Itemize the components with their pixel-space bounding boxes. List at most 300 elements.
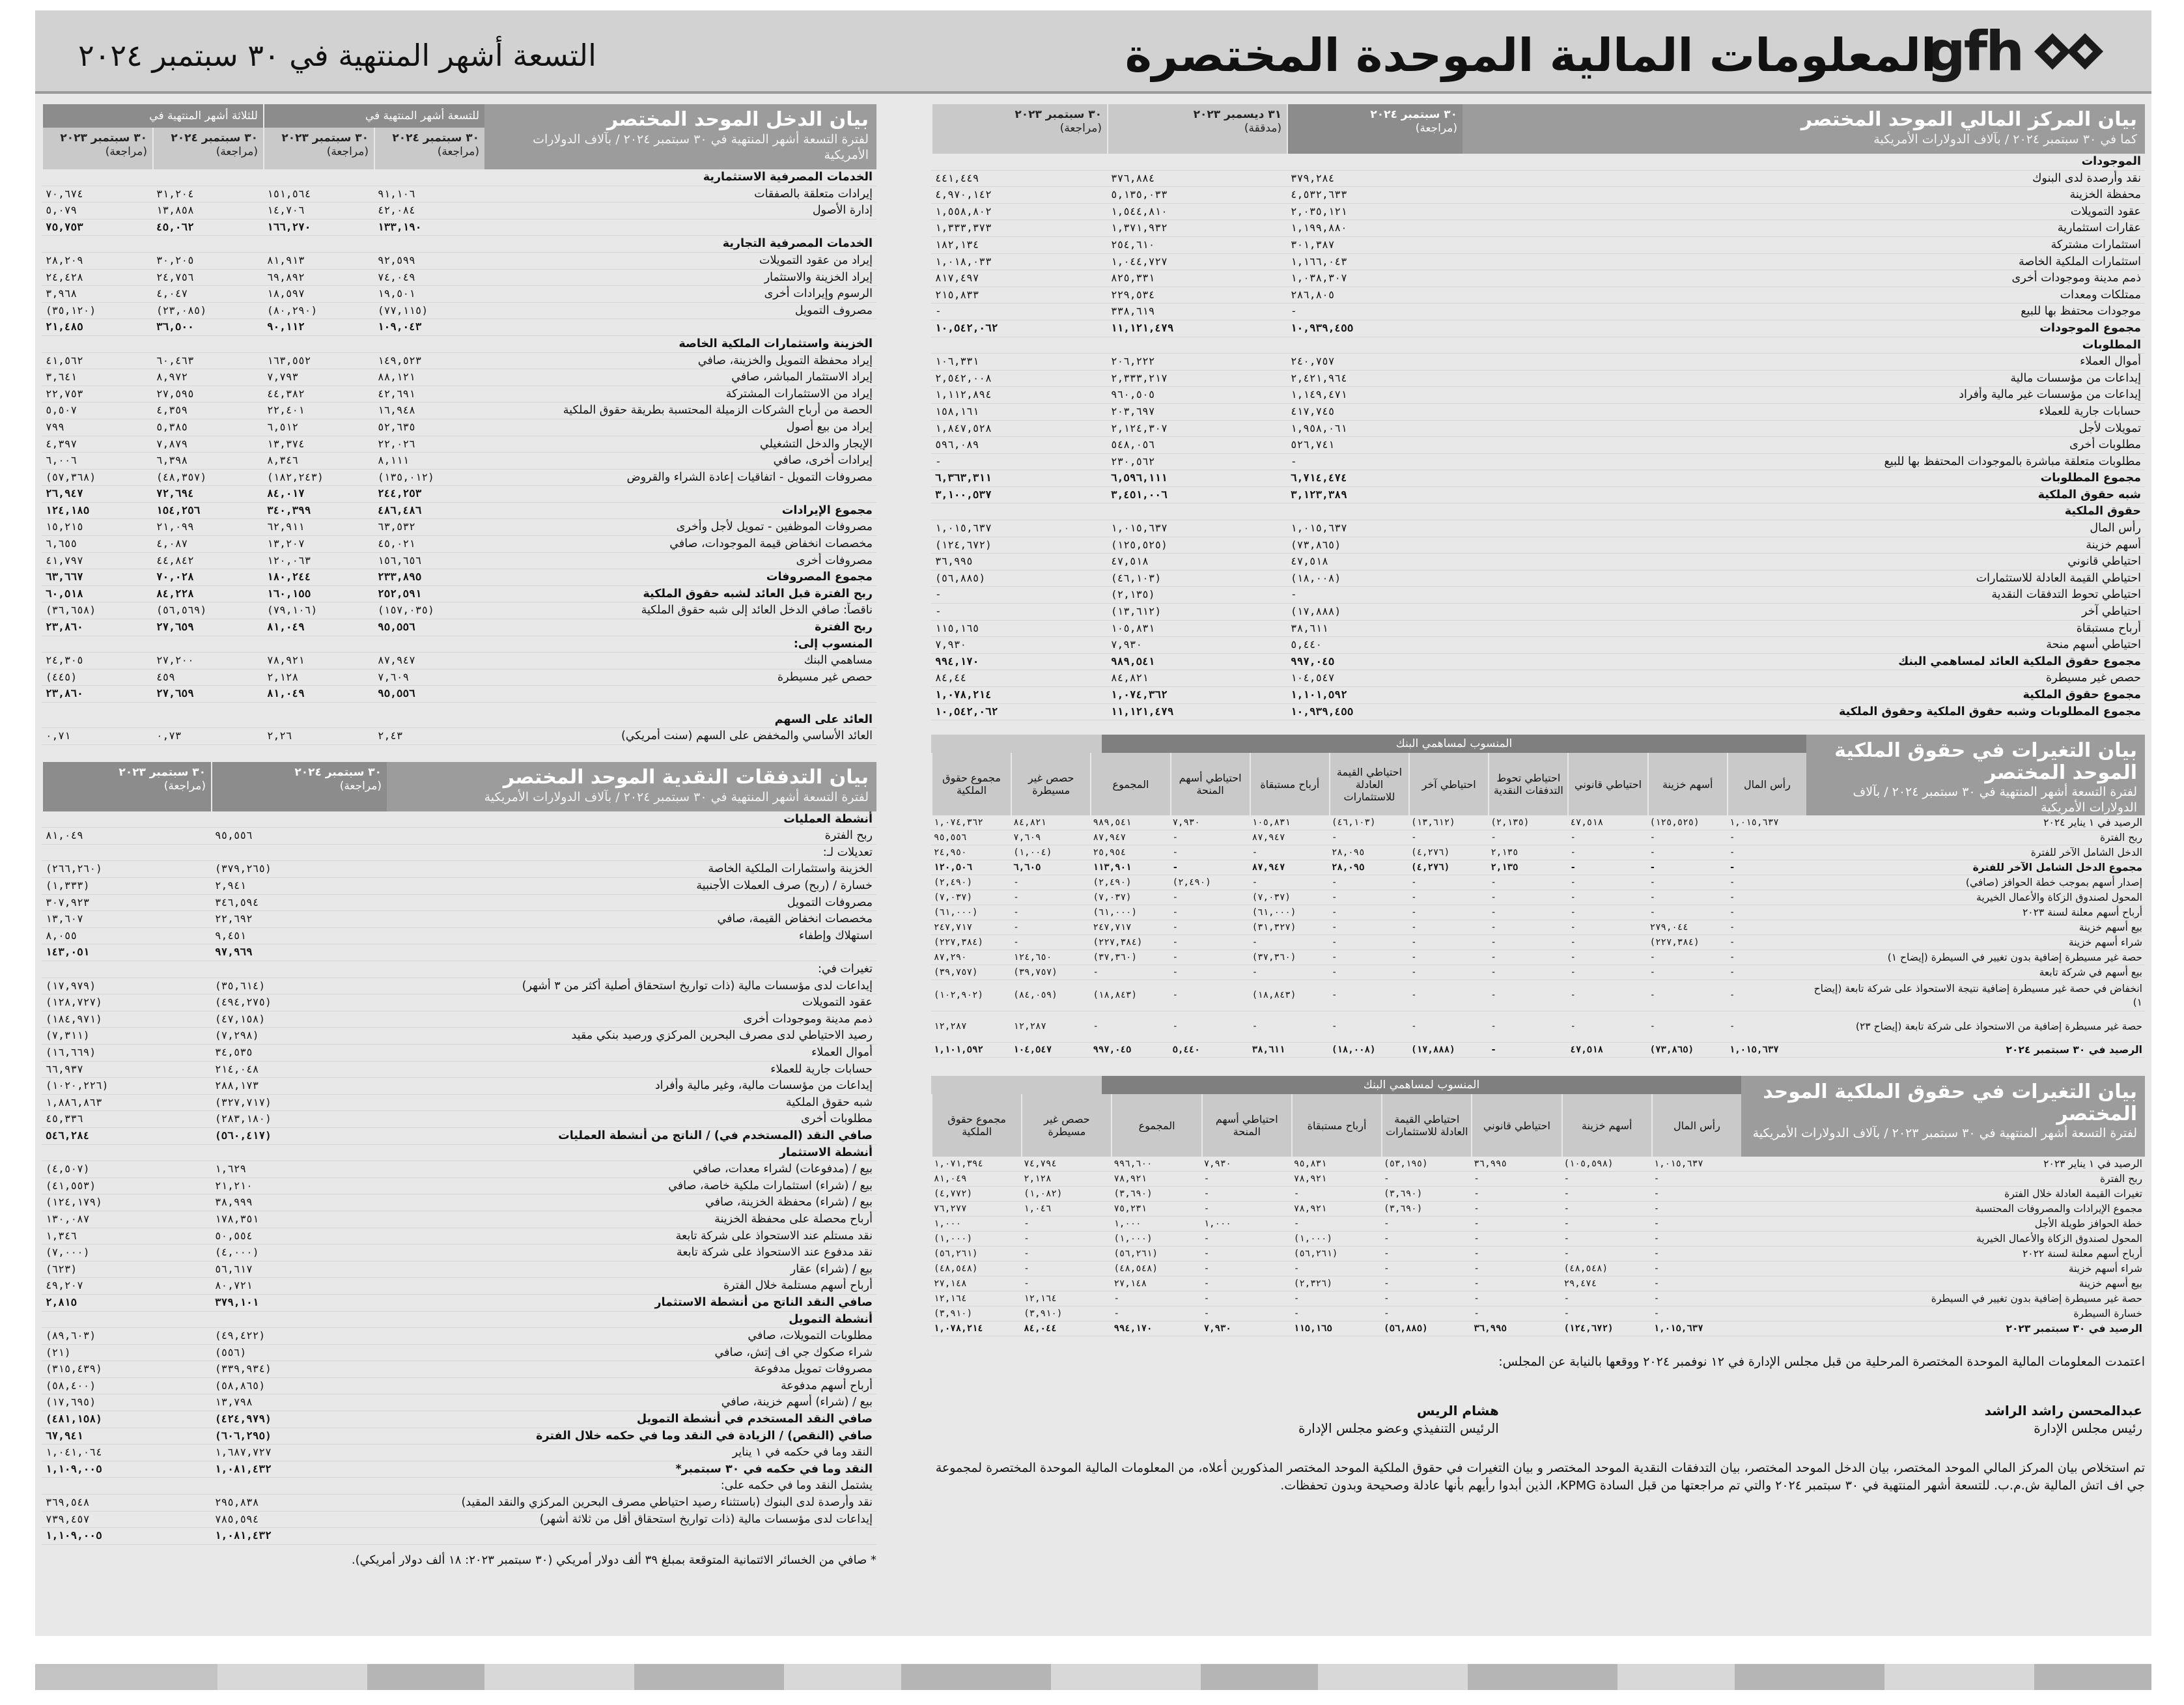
signatory-chairman: عبدالمحسن راشد الراشد رئيس مجلس الإدارة [1984,1403,2142,1437]
row-value: ١,٠٧١,٣٩٤ [931,1157,1021,1172]
row-label: أنشطة التمويل [387,1311,876,1328]
row-value: ٦٣,٥٣٢ [374,519,484,536]
row-value: (١,٠٠٠) [1111,1232,1201,1247]
footer-segment [1884,1664,2034,1690]
row-value: (٢٨٣,١٨٠) [211,1111,387,1128]
table-row [931,203,2145,220]
row-value: (٢,٣٢٦) [1291,1276,1381,1291]
row-value: ٢٤,٩٥٠ [931,845,1011,860]
table-row [42,828,876,845]
row-value: ٢,٤٢١,٩٦٤ [1287,370,1463,387]
row-value: ١٥١,٥٦٤ [263,186,374,203]
footer-segment [217,1664,367,1690]
cashflow-footnote: * صافي من الخسائر الائتمانية المتوقعة بمبلغ ٣٩ ألف دولار أمريكي (٣٠ سبتمبر ٢٠٢٣: ١٨ ألف دولار أمريكي). [351,1553,876,1567]
row-value: - [1567,980,1647,1011]
row-value: ١٣,٧٩٨ [211,1394,387,1411]
income-group-3m: للثلاثة أشهر المنتهية في [42,104,263,128]
row-value: - [1567,905,1647,920]
row-value: - [1408,965,1488,980]
row-value: ٣٦,٩٩٥ [931,554,1107,571]
row-value: ٣,٤٥١,٠٠٦ [1107,486,1287,503]
row-label: ذمم مدينة وموجودات أخرى [387,1011,876,1028]
row-value: (١٦,٦٦٩) [42,1045,211,1062]
row-value: (٣٧,٣٦٠) [1250,950,1329,965]
row-value: - [1647,860,1727,875]
row-value: - [1408,935,1488,950]
row-value: - [1488,830,1567,845]
footer-segment [2034,1664,2151,1690]
row-value: ٤٢,٠٨٤ [374,203,484,219]
row-value: ٧٤,٠٤٩ [374,269,484,286]
table-row [42,486,876,503]
row-value: ٧,٦٠٩ [1011,830,1090,845]
row-value [152,335,263,352]
row-value: - [1651,1306,1741,1321]
row-value: ١,٠١٥,٦٣٧ [931,520,1107,537]
row-value: ٧٨,٩٢١ [1291,1202,1381,1217]
table-row [42,703,876,712]
row-value: ١١٣,٩٠١ [1090,860,1169,875]
table-row [42,269,876,286]
row-value: ٥٢,٦٣٥ [374,419,484,436]
row-value: ٢٠٣,٦٩٧ [1107,403,1287,420]
row-value [931,503,1107,520]
row-label: مطلوبات التمويلات، صافي [387,1328,876,1345]
column-header: مجموع حقوق الملكية [931,753,1011,815]
row-value: ١,٠١٥,٦٣٧ [1651,1157,1741,1172]
row-value: (١٨,٠٠٨) [1329,1043,1408,1058]
table-row [42,1311,876,1328]
row-value: ٧٨٥,٥٩٤ [211,1511,387,1528]
row-value [1287,154,1463,170]
row-label: الخزينة واستثمارات الملكية الخاصة [387,861,876,878]
footer-segment [367,1664,484,1690]
row-value: - [1329,980,1408,1011]
row-value: - [1651,1217,1741,1232]
row-value: - [1647,950,1727,965]
table-row [931,1202,2145,1217]
row-value: - [1567,845,1647,860]
row-label: تغيرات في: [387,961,876,978]
row-value: - [1381,1276,1471,1291]
row-value: - [1170,830,1250,845]
row-value: - [1561,1187,1651,1202]
row-value: - [1561,1202,1651,1217]
row-label: بيع / (شراء) عقار [387,1261,876,1278]
row-value [263,712,374,728]
row-label: أسهم خزينة [1463,537,2145,554]
row-value: (٣,٦٩٠) [1381,1187,1471,1202]
row-value: - [1651,1291,1741,1306]
row-value: (٤,٢٧٦) [1408,845,1488,860]
table-row [42,469,876,486]
row-label: مطلوبات أخرى [1463,437,2145,454]
row-value: ٣٦,٩٩٥ [1471,1321,1561,1336]
left-column [35,104,884,1575]
row-value: (٦١,٠٠٠) [1250,905,1329,920]
row-value: ٩٢,٥٩٩ [374,252,484,269]
row-label: ربح الفترة قبل العائد لشبه حقوق الملكية [484,585,876,602]
row-value: ٢,٤٣ [374,728,484,745]
row-value: ٢٢,٠٢٦ [374,436,484,453]
row-value: ٦٧,٩٤١ [42,1428,211,1444]
row-value: (٤,٢٧٦) [1408,860,1488,875]
row-value: - [1727,875,1806,890]
row-value [211,1144,387,1161]
table-row [931,187,2145,204]
row-value: ١,٦٢٩ [211,1161,387,1178]
table-row [931,1306,2145,1321]
row-value: (٢,١٣٥) [1107,587,1287,604]
row-value: ٩٥,٥٥٦ [374,619,484,636]
table-row [42,878,876,895]
row-value: ٦,٦٥٥ [42,536,152,553]
row-value: - [1291,1261,1381,1276]
row-label: نقد وأرصدة لدى البنوك [1463,170,2145,187]
footer-bar [35,1664,2151,1690]
row-value: (٣٩,٧٥٧) [931,965,1011,980]
row-value: (٦١,٠٠٠) [931,905,1011,920]
row-label: إيراد من بيع أصول [484,419,876,436]
row-value: ٠,٧٣ [152,728,263,745]
row-value: - [1291,1217,1381,1232]
row-value: (٣١,٣٢٧) [1250,920,1329,935]
row-value: ١,٠١٥,٦٣٧ [1727,815,1806,830]
row-value: ١,٠٧٤,٣٦٢ [931,815,1011,830]
table-row [931,950,2145,965]
row-value: ٢٧,٦٥٩ [152,686,263,703]
row-value: ١,٠٠٠ [931,1217,1021,1232]
row-value: - [1329,950,1408,965]
row-value: ٦٩,٨٩٢ [263,269,374,286]
eq23-group-label: المنسوب لمساهمي البنك [1102,1076,1741,1094]
row-value [374,703,484,712]
row-value: - [931,303,1107,320]
row-value: (٧,٠٣٧) [1090,890,1169,905]
row-value: ١,٠١٥,٦٣٧ [1287,520,1463,537]
table-row [42,1444,876,1461]
table-row [931,537,2145,554]
row-label: المنسوب إلى: [484,636,876,653]
row-label: بيع أسهم خزينة [1806,920,2145,935]
table-row [42,811,876,828]
row-value: (٣٥,٦١٤) [211,978,387,994]
row-label: ربح الفترة [484,619,876,636]
row-value: ١٠٤,٥٤٧ [1011,1043,1090,1058]
row-value: ٤٧,٥١٨ [1567,1043,1647,1058]
row-value: ٧٥,٧٥٣ [42,219,152,236]
row-value: (٤١,٥٥٣) [42,1177,211,1194]
row-value: - [1567,890,1647,905]
row-value [211,844,387,861]
row-value: - [1471,1232,1561,1247]
table-row [931,1321,2145,1336]
row-value: ٧,٩٣٠ [1170,815,1250,830]
row-value: ٣٧٦,٨٨٤ [1107,170,1287,187]
table-row [931,220,2145,237]
row-value: - [1488,950,1567,965]
row-label: إيراد من عقود التمويلات [484,252,876,269]
row-value: - [1488,980,1567,1011]
row-value: ٣٤٠,٣٩٩ [263,502,374,519]
row-value: ١,٣٤٦ [42,1228,211,1245]
table-row [931,570,2145,587]
row-value: ٢١٤,٠٤٨ [211,1061,387,1078]
row-value [374,335,484,352]
row-value: ٢٨,٠٩٥ [1329,845,1408,860]
row-value: - [931,453,1107,470]
row-value: (٣٦,٦٥٨) [42,602,152,619]
row-value: ١٢٤,١٨٥ [42,502,152,519]
row-value: (٥٨,٨٦٥) [211,1377,387,1394]
row-label: إيراد من الاستثمارات المشتركة [484,386,876,402]
row-label: مجموع الإيرادات [484,502,876,519]
table-row [42,402,876,419]
equity-statement-2023 [931,1076,2145,1336]
row-value: ١٨,٥٩٧ [263,286,374,303]
table-row [931,920,2145,935]
row-label: نقد وأرصدة لدى البنوك (باستثناء رصيد احتياطي مصرف البحرين المركزي والنقد المقيد) [387,1495,876,1512]
eq24-column-headers [931,753,1806,815]
row-value: (٤٨,٣٥٧) [152,469,263,486]
row-value [42,1311,211,1328]
row-value: (٣٥,١٢٠) [42,302,152,319]
row-value: ٢٤,٣٠٥ [42,653,152,669]
row-value: ١,١٩٩,٨٨٠ [1287,220,1463,237]
row-value: ١,٠٤٤,٧٢٧ [1107,253,1287,270]
row-label: موجودات محتفظ بها للبيع [1463,303,2145,320]
row-value: ٤١,٧٩٧ [42,552,152,569]
row-label: بيع / (شراء) أسهم خزينة، صافي [387,1394,876,1411]
row-label: الرصيد في ٣٠ سبتمبر ٢٠٢٣ [1741,1321,2145,1336]
row-value: ٦٠,٥١٨ [42,585,152,602]
row-value [42,844,211,861]
row-value: ٨٤,٢٢٨ [152,585,263,602]
balance-col-header: ٣٠ سبتمبر ٢٠٢٤ (مراجعة) [1287,104,1463,154]
row-value [374,636,484,653]
row-value: (٧,٠٠٠) [42,1245,211,1261]
table-row [42,436,876,453]
row-value: ٢١,٠٩٩ [152,519,263,536]
row-value: ٣٨,٩٩٩ [211,1194,387,1211]
row-value: ٨١٧,٤٩٧ [931,270,1107,287]
approval-text: اعتمدت المعلومات المالية الموحدة المختصرة المرحلية من قبل مجلس الإدارة في ١٢ نوفمبر ٢٠٢٤ ووقعها بالنيابة عن المجلس: [1498,1355,2145,1370]
footer-segment [784,1664,901,1690]
table-row [931,845,2145,860]
row-value: ١,١٠١,٥٩٢ [1287,687,1463,704]
row-value: ١١,١٢١,٤٧٩ [1107,703,1287,720]
row-value: ١,٠٤١,٠٦٤ [42,1444,211,1461]
row-value: ٢١٥,٨٣٣ [931,287,1107,303]
row-value: ٢٧,٥٩٥ [152,386,263,402]
row-value: ٧٨,٩٢١ [1111,1172,1201,1187]
row-value: ٦,٧١٤,٤٧٤ [1287,470,1463,487]
row-value: ٢,١٢٨ [263,669,374,686]
row-label: انخفاض في حصة غير مسيطرة إضافية نتيجة الاستحواذ على شركة تابعة (إيضاح ١) [1806,980,2145,1011]
row-value: ٨,٠٥٥ [42,927,211,944]
balance-sheet [931,104,2145,720]
row-label: الرصيد في ١ يناير ٢٠٢٣ [1741,1157,2145,1172]
row-value: ٨١,٠٤٩ [931,1172,1021,1187]
table-row [931,1261,2145,1276]
row-label: مجموع حقوق الملكية العائد لمساهمي البنك [1463,653,2145,670]
row-value: ٧٨,٩٢١ [263,653,374,669]
table-row [931,387,2145,404]
row-value [1107,154,1287,170]
table-row [42,994,876,1011]
row-value: - [1170,965,1250,980]
row-label: احتياطي القيمة العادلة للاستثمارات [1463,570,2145,587]
row-value: ١٥٤,٢٥٦ [152,502,263,519]
table-row [42,352,876,369]
row-value: - [1329,890,1408,905]
table-row [931,403,2145,420]
row-label: استثمارات الملكية الخاصة [1463,253,2145,270]
row-value: ١,٠١٥,٦٣٧ [1651,1321,1741,1336]
row-value: ٣٨,٦١١ [1287,620,1463,637]
row-value: ١,٠٠٠ [1111,1217,1201,1232]
row-value: ١٤٣,٠٥١ [42,944,211,961]
row-value: ٤٥,٠٦٢ [152,219,263,236]
row-value: - [1011,920,1090,935]
row-value: ٦,٣٦٣,٣١١ [931,470,1107,487]
row-value: ١٠٦,٣٣١ [931,354,1107,371]
row-value: - [1488,1011,1567,1043]
row-value: ٢٨٨,١٧٣ [211,1078,387,1095]
row-value: (٢٣,٠٨٥) [152,302,263,319]
table-row [931,503,2145,520]
row-value: ٧٤,٧٩٤ [1021,1157,1111,1172]
row-value: ٢٤٠,٧٥٧ [1287,354,1463,371]
row-value: - [1170,950,1250,965]
row-value: - [1727,1011,1806,1043]
row-value: ١,٠٣٨,٣٠٧ [1287,270,1463,287]
table-row [931,253,2145,270]
table-row [931,303,2145,320]
row-value: - [1170,905,1250,920]
row-value: - [1727,950,1806,965]
row-value: ١١,١٢١,٤٧٩ [1107,320,1287,337]
table-row [931,653,2145,670]
row-value [1287,503,1463,520]
row-value [263,236,374,253]
row-value: ٢٨,٢٠٩ [42,252,152,269]
table-row [931,703,2145,720]
cashflow-statement [42,762,876,1569]
row-value: ١٠,٥٤٢,٠٦٢ [931,320,1107,337]
row-value: ٥٩٦,٠٨٩ [931,437,1107,454]
row-label: شبه حقوق الملكية [387,1094,876,1111]
row-value: (٣٣٩,٩٣٤) [211,1361,387,1378]
row-value: - [1287,587,1463,604]
row-value: ٢٧,٢٠٠ [152,653,263,669]
row-label: إيداعات من مؤسسات مالية، وغير مالية وأفراد [387,1078,876,1095]
row-label: حسابات جارية للعملاء [1463,403,2145,420]
row-value: - [1651,1261,1741,1276]
row-value: ١,٨٤٧,٥٢٨ [931,420,1107,437]
row-value: (٢١) [42,1344,211,1361]
row-value: ١٢,٢٨٧ [1011,1011,1090,1043]
row-value: - [1651,1247,1741,1261]
table-row [42,186,876,203]
row-value: - [1250,965,1329,980]
row-value: - [1561,1291,1651,1306]
row-value: - [1488,920,1567,935]
row-value: ٨,٣٤٦ [263,453,374,470]
column-header: حصص غير مسيطرة [1011,753,1090,815]
row-value: ٣,٦٤١ [42,369,152,386]
row-value: ١٢,١٦٤ [931,1291,1021,1306]
signatory-ceo: هشام الريس الرئيس التنفيذي وعضو مجلس الإدارة [1298,1403,1499,1437]
table-row [42,1011,876,1028]
row-value: (٥٦,٢٦١) [1111,1247,1201,1261]
table-row [42,1111,876,1128]
row-value: - [1201,1172,1291,1187]
row-value: ٣٣٨,٦١٩ [1107,303,1287,320]
row-label: إيداعات لدى مؤسسات مالية (ذات تواريخ استحقاق أقل من ثلاثة أشهر) [387,1511,876,1528]
table-row [42,1294,876,1311]
row-value: ٢,١٢٨ [1021,1172,1111,1187]
row-value: - [1250,935,1329,950]
row-value: - [1647,875,1727,890]
table-row [42,686,876,703]
eq24-title: بيان التغيرات في حقوق الملكية الموحد المختصر [1834,739,2137,785]
table-row [42,219,876,236]
row-value: ٤,٠٤٧ [152,286,263,303]
row-value: (٢٢٧,٣٨٤) [931,935,1011,950]
row-value: ١,٠١٨,٠٣٣ [931,253,1107,270]
row-value: (٤٩,٤٢٢) [211,1328,387,1345]
row-value: ٣١,٢٠٤ [152,186,263,203]
row-value: (١٢٤,٦٧٢) [931,537,1107,554]
row-value: ٧٨,٩٢١ [1291,1172,1381,1187]
row-value: ١,٥٥٨,٨٠٢ [931,203,1107,220]
row-value: ٧٢,٦٩٤ [152,486,263,503]
table-row [931,554,2145,571]
row-label: احتياطي أسهم منحة [1463,637,2145,654]
footer-segment [1468,1664,1617,1690]
row-value: ٥٢٦,٧٤١ [1287,437,1463,454]
row-value: (٤,٠٠٠) [211,1245,387,1261]
row-value: - [1647,830,1727,845]
row-value: ٨٧,٩٤٧ [1250,860,1329,875]
row-value: ٨١,٩١٣ [263,252,374,269]
row-value: ٩٥,٥٥٦ [931,830,1011,845]
row-value: (١٧,٦٩٥) [42,1394,211,1411]
row-value: ٨٠,٧٢١ [211,1278,387,1295]
row-value: - [1471,1306,1561,1321]
row-label: احتياطي قانوني [1463,554,2145,571]
row-value: ٦,٦٠٥ [1011,860,1090,875]
row-value: - [1727,845,1806,860]
row-value [152,636,263,653]
row-label: مجموع المصروفات [484,569,876,586]
row-label [484,686,876,703]
table-row [42,169,876,186]
table-row [42,1428,876,1444]
table-row [42,728,876,745]
row-value: ١٢٠,٠٦٣ [263,552,374,569]
row-value: - [1170,845,1250,860]
table-row [931,687,2145,704]
row-value: - [1567,830,1647,845]
row-value [42,636,152,653]
row-value: ١,٠١٥,٦٣٧ [1727,1043,1806,1058]
table-row [931,520,2145,537]
table-row [931,370,2145,387]
row-value: ٣٠٧,٩٢٣ [42,894,211,911]
table-row [42,203,876,219]
